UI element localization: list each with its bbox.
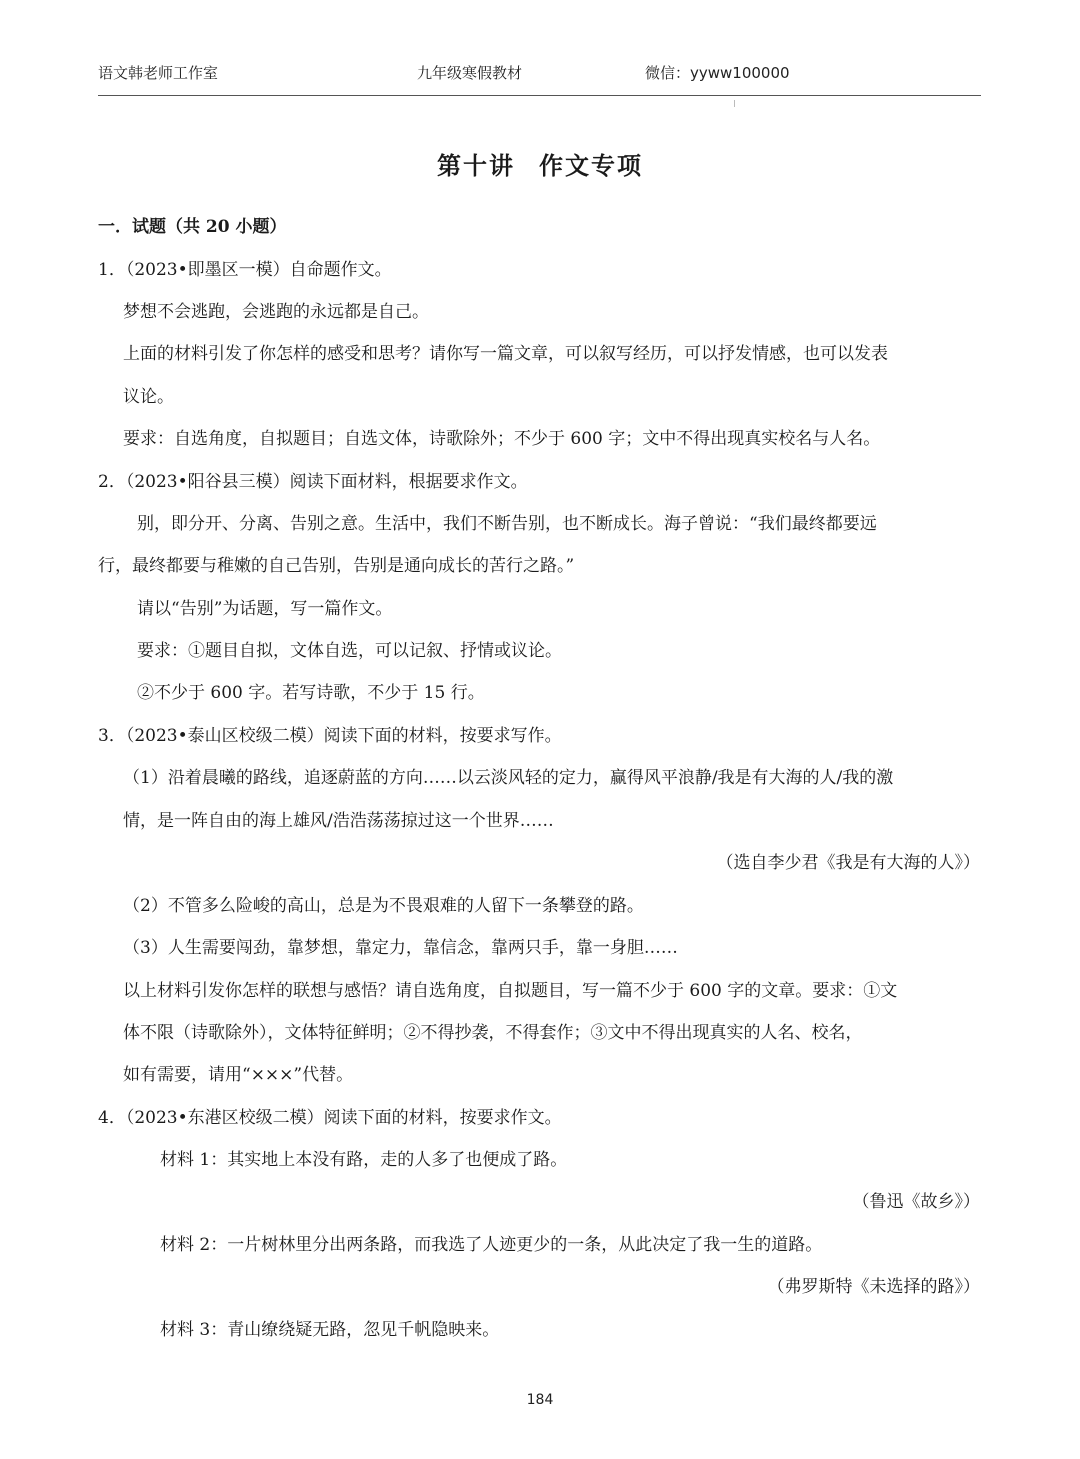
q2-line-5: ②不少于 600 字。若写诗歌，不少于 15 行。: [137, 683, 485, 703]
q4-material-1: 材料 1：其实地上本没有路，走的人多了也便成了路。: [160, 1150, 568, 1170]
q3-heading: 3．（2023•泰山区校级二模）阅读下面的材料，按要求写作。: [98, 726, 562, 746]
q1-line-3: 议论。: [123, 387, 174, 407]
q4-heading: 4．（2023•东港区校级二模）阅读下面的材料，按要求作文。: [98, 1108, 562, 1128]
q2-line-3: 请以“告别”为话题，写一篇作文。: [137, 599, 393, 619]
q1-line-1: 梦想不会逃跑，会逃跑的永远都是自己。: [123, 302, 429, 322]
q2-line-4: 要求：①题目自拟，文体自选，可以记叙、抒情或议论。: [137, 641, 562, 661]
header-right: 微信：yyww100000: [645, 64, 790, 82]
q1-heading: 1．（2023•即墨区一模）自命题作文。: [98, 260, 392, 280]
section-heading: 一．试题（共 20 小题）: [98, 217, 287, 237]
header-tick-mark: [734, 100, 735, 107]
q4-material-2: 材料 2：一片树林里分出两条路，而我选了人迹更少的一条，从此决定了我一生的道路。: [160, 1235, 823, 1255]
q4-source-1: （鲁迅《故乡》）: [852, 1192, 980, 1212]
q2-line-1: 别，即分开、分离、告别之意。生活中，我们不断告别，也不断成长。海子曾说：“我们最终都要远: [137, 514, 877, 534]
q3-line-2: 情，是一阵自由的海上雄风/浩浩荡荡掠过这一个世界……: [123, 811, 554, 831]
title-part1: 第十讲: [437, 151, 515, 180]
q3-line-7: 体不限（诗歌除外），文体特征鲜明；②不得抄袭，不得套作；③文中不得出现真实的人名、校名，: [123, 1023, 863, 1043]
q3-line-6: 以上材料引发你怎样的联想与感悟？请自选角度，自拟题目，写一篇不少于 600 字的文章。要求：①文: [123, 981, 898, 1001]
q4-source-2: （弗罗斯特《未选择的路》）: [767, 1277, 980, 1297]
q3-line-5: （3）人生需要闯劲，靠梦想，靠定力，靠信念，靠两只手，靠一身胆……: [123, 938, 678, 958]
q2-heading: 2．（2023•阳谷县三模）阅读下面材料，根据要求作文。: [98, 472, 528, 492]
q3-line-1: （1）沿着晨曦的路线，追逐蔚蓝的方向……以云淡风轻的定力，赢得风平浪静/我是有大海的人/我的激: [123, 768, 894, 788]
q4-material-3: 材料 3：青山缭绕疑无路，忽见千帆隐映来。: [160, 1320, 500, 1340]
q3-source: （选自李少君《我是有大海的人》）: [716, 853, 980, 873]
q3-line-4: （2）不管多么险峻的高山，总是为不畏艰难的人留下一条攀登的路。: [123, 896, 644, 916]
header-left: 语文韩老师工作室: [98, 64, 219, 82]
q1-line-4: 要求：自选角度，自拟题目；自选文体，诗歌除外；不少于 600 字；文中不得出现真实校名与人名。: [123, 429, 881, 449]
page-number: 184: [526, 1392, 554, 1408]
header-divider: [98, 95, 981, 96]
q1-line-2: 上面的材料引发了你怎样的感受和思考？请你写一篇文章，可以叙写经历，可以抒发情感，也可以发表: [123, 344, 888, 364]
page-title: [0, 146, 1080, 181]
q3-line-8: 如有需要，请用“×××”代替。: [123, 1065, 354, 1085]
header-center: 九年级寒假教材: [417, 64, 523, 82]
title-part2: 作文专项: [539, 151, 643, 180]
q2-line-2: 行，最终都要与稚嫩的自己告别，告别是通向成长的苦行之路。”: [98, 556, 575, 576]
